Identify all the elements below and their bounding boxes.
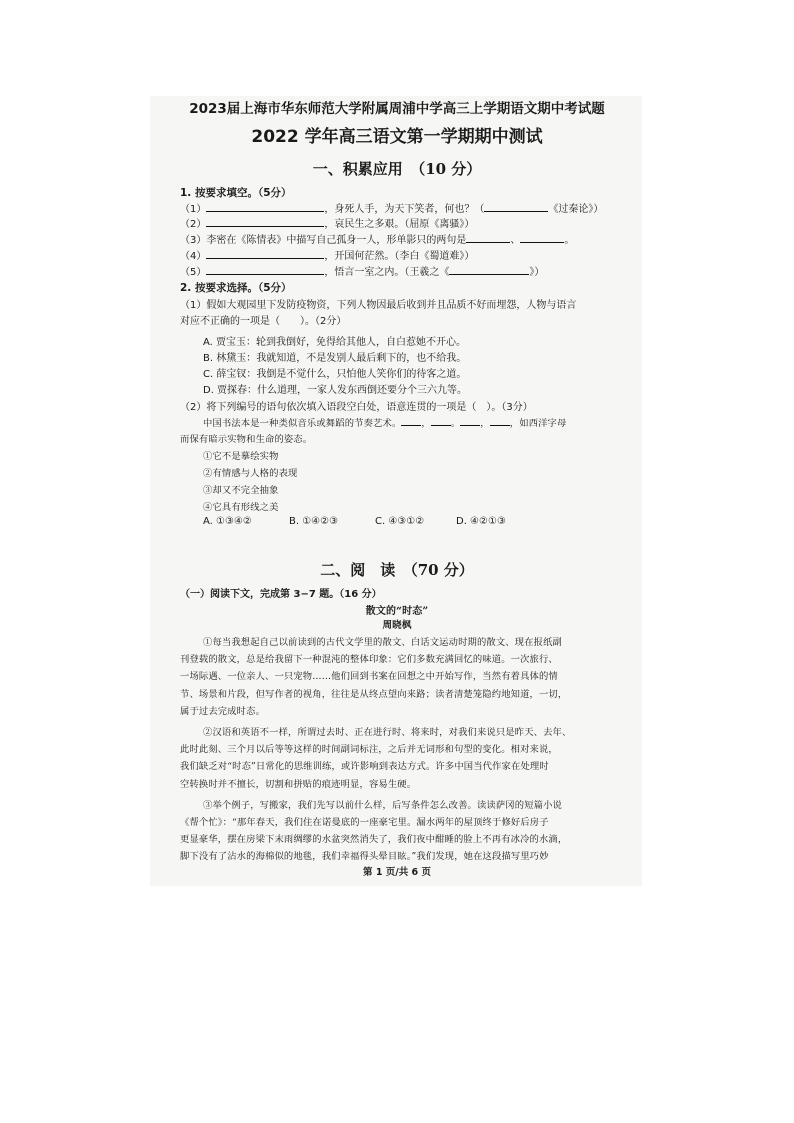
exam-title: 2022 学年高三语文第一学期期中测试 — [251, 127, 543, 147]
reading-part1-stem: （一）阅读下文，完成第 3−7 题。（16 分） — [180, 589, 382, 600]
q2-phrase-4: ④它具有形线之美 — [203, 502, 279, 513]
q1-item-3-end: 。 — [564, 235, 575, 246]
q2-passage-line2: 而保有暗示实物和生命的姿态。 — [180, 434, 313, 445]
q2-choice-d[interactable]: D. ④②①③ — [456, 516, 506, 527]
article-paragraph-3-line: 脚下没有了沾水的海棉似的地毯，我们幸福得头晕目眩。”我们发现，她在这段描写里巧妙 — [180, 851, 549, 863]
article-paragraph-1-line: ①每当我想起自己以前读到的古代文学里的散文、白话文运动时期的散文、现在报纸副 — [203, 637, 562, 648]
q1-item-3-sep: 、 — [510, 235, 521, 246]
q1-blank-2[interactable] — [206, 216, 324, 227]
q1-blank-5[interactable] — [206, 264, 324, 275]
section1-title: 一、积累应用 （10 分） — [312, 160, 482, 178]
q2-option-a[interactable]: A. 贾宝玉：轮到我倒好，免得给其他人，自白惹她不开心。 — [203, 337, 467, 348]
q2-passage-blank-2[interactable] — [431, 415, 451, 426]
article-paragraph-1-line: 节、场景和片段，但写作者的视角，往往是从终点望向来路；读者清楚笼隐约地知道，一切， — [180, 688, 568, 700]
article-paragraph-3-line: 《帮个忙》：“那年春天，我们住在诺曼底的一座豪宅里。漏水两年的屋顶终于修好后房子 — [180, 817, 549, 828]
q2-passage-blank-3[interactable] — [460, 415, 480, 426]
article-paragraph-1-line: 刊登载的散文，总是给我留下一种混沌的整体印象：它们多数充满回忆的味道。一次旅行、 — [180, 654, 558, 666]
q1-item-1-number: （1） — [180, 204, 207, 215]
q1-item-1-source: 《过秦论》） — [548, 204, 604, 215]
q1-blank-1b[interactable] — [484, 201, 548, 212]
q2-option-c[interactable]: C. 薛宝钗：我倒是不觉什么，只怕他人笑你们的待客之道。 — [203, 369, 467, 380]
page-footer: 第 1 页/共 6 页 — [363, 867, 431, 878]
q1-blank-1[interactable] — [206, 201, 324, 212]
q2-sub1-line1: （1）假如大观园里下发防疫物资，下列人物因最后收到并且品质不好而埋怨，人物与语言 — [180, 300, 577, 311]
q2-sub2-stem: （2）将下列编号的语句依次填入语段空白处，语意连贯的一项是（ ）。（3分） — [180, 402, 533, 413]
article-paragraph-2-line: ②汉语和英语不一样，所谓过去时、正在进行时、将来时，对我们来说只是昨天、去年、 — [203, 727, 572, 738]
article-paragraph-2-line: 此时此刻、三个月以后等等这样的时间副词标注，之后并无词形和句型的变化。相对来说， — [180, 744, 558, 756]
article-author: 周晓枫 — [382, 620, 412, 631]
q2-passage-tail: ，如西洋字母 — [509, 418, 567, 429]
q2-option-d[interactable]: D. 贾探春：什么道理，一家人发东西倒还要分个三六九等。 — [203, 385, 468, 396]
q1-item-3 — [180, 231, 574, 246]
q1-item-4 — [180, 247, 474, 262]
q1-item-1-text: ，身死人手，为天下笑者，何也？（ — [324, 204, 485, 215]
section2-title: 二、阅 读 （70 分） — [320, 561, 474, 579]
q1-blank-3b[interactable] — [520, 232, 564, 243]
q1-item-2-number: （2） — [180, 219, 207, 230]
q2-phrase-2: ②有情感与人格的表现 — [203, 468, 298, 479]
q1-item-5 — [180, 263, 544, 278]
q1-blank-3a[interactable] — [466, 232, 510, 243]
q2-passage-line1: 中国书法本是一种类似音乐或舞蹈的节奏艺术。 ， 。 ， ，如西洋字母 — [203, 415, 566, 429]
q2-passage-blank-1[interactable] — [401, 415, 421, 426]
q1-blank-5b[interactable] — [449, 264, 529, 275]
q2-option-b[interactable]: B. 林黛玉：我就知道，不是发别人最后剩下的，也不给我。 — [203, 353, 467, 364]
q1-item-4-text: ，开国何茫然。（李白《蜀道难》） — [324, 251, 475, 262]
article-paragraph-2-line: 空转换时并不擅长，切割和拼贴的痕迹明显，容易生硬。 — [180, 778, 417, 790]
q1-item-5-number: （5） — [180, 267, 207, 278]
q2-passage-blank-4[interactable] — [490, 415, 510, 426]
q1-item-5-text: ，悟言一室之内。（王羲之《 — [324, 267, 450, 278]
q1-item-2 — [180, 215, 474, 230]
article-title: 散文的“时态” — [365, 606, 429, 617]
article-paragraph-3-line: ③举个例子，写搬家，我们先写以前什么样，后写条件怎么改善。读读萨冈的短篇小说 — [203, 799, 562, 811]
q1-blank-4[interactable] — [206, 248, 324, 259]
q2-choice-c[interactable]: C. ④③①② — [375, 516, 425, 527]
document-title: 2023届上海市华东师范大学附属周浦中学高三上学期语文期中考试题 — [189, 101, 605, 117]
q2-stem: 2. 按要求选择。（5分） — [180, 282, 292, 294]
article-paragraph-1-line: 一场际遇、一位亲人、一只宠物……他们回到书案在回想之中开始写作，当然有着具体的情 — [180, 671, 558, 683]
q2-passage-text: 中国书法本是一种类似音乐或舞蹈的节奏艺术。 — [203, 418, 402, 429]
q2-choice-b[interactable]: B. ①④②③ — [289, 516, 339, 527]
article-paragraph-1-line: 属于过去完成时态。 — [180, 705, 266, 717]
q1-item-3-text: （3）李密在《陈情表》中描写自己孤身一人，形单影只的两句是 — [180, 235, 467, 246]
q2-phrase-1: ①它不是摹绘实物 — [203, 451, 279, 462]
article-paragraph-2-line: 我们缺乏对“时态”日常化的思维训练，或许影响到表达方式。许多中国当代作家在处理时 — [180, 761, 549, 773]
q1-item-4-number: （4） — [180, 251, 207, 262]
q2-sub1-line2: 对应不正确的一项是（ ）。（2分） — [180, 316, 347, 327]
q1-item-2-text: ，哀民生之多艰。（屈原《离骚》） — [324, 219, 475, 230]
q2-choice-a[interactable]: A. ①③④② — [203, 516, 252, 527]
q1-item-5-end: 》） — [529, 267, 545, 278]
q2-phrase-3: ③却又不完全抽象 — [203, 485, 279, 496]
q1-item-1 — [180, 200, 603, 215]
article-paragraph-3-line: 更显豪华，摆在房梁下末雨绸缪的水盆突然消失了，我们夜中酣睡的脸上不再有冰冷的水滴， — [180, 834, 568, 846]
q1-stem: 1. 按要求填空。（5分） — [180, 187, 292, 199]
